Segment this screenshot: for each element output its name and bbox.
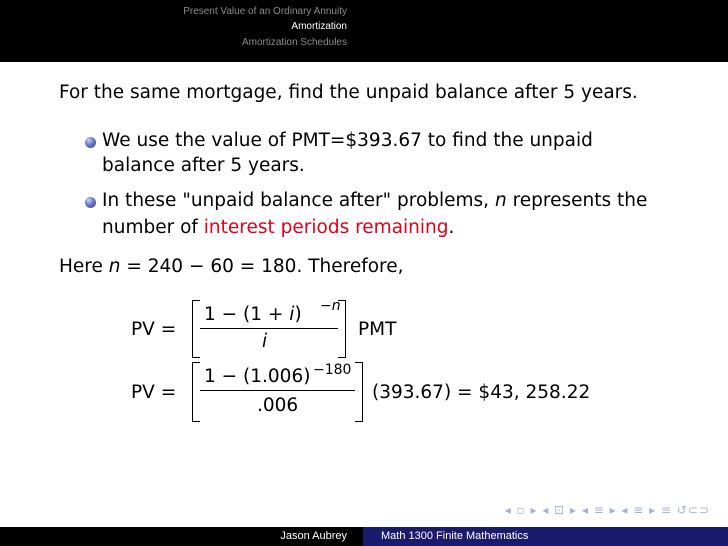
formula-denominator [262,331,267,353]
text: In these "unpaid balance after" problems, [102,190,495,211]
beamer-navigation-icons[interactable]: ◂ ▫ ▸ ◂ ⊡ ▸ ◂ ≡ ▸ ◂ ≡ ▸ ≡ ↺⊂⊃ [504,503,710,517]
formula-numerator: 1 − (1.006) [204,366,311,387]
left-bracket [192,362,200,422]
variable-n: n [331,298,341,314]
section-navigation [0,0,363,62]
right-bracket [355,362,363,422]
formula-exponent: −180 [313,362,352,378]
variable-i: i [262,331,268,352]
text: − [320,298,332,314]
bullet-1-line-2: balance after 5 years. [102,155,305,176]
here-line [59,256,404,278]
nav-subsection[interactable]: Amortization [291,21,347,32]
bullet-1-line-1: We use the value of PMT=$393.67 to find the unpaid [102,130,593,151]
bullet-2-line-2 [102,217,454,239]
text: Therefore, [302,256,404,277]
bullet-icon [85,197,96,208]
footer-author-box [0,527,363,546]
text: 1 − (1 + [204,304,290,325]
slide-footer [0,527,728,546]
nav-subsubsection[interactable]: Amortization Schedules [241,37,347,48]
text: number of [102,217,204,238]
variable-i: i [289,304,295,325]
formula-denominator: .006 [257,395,299,416]
footer-author: Jason Aubrey [280,530,347,542]
text: Here [59,256,109,277]
bullet-icon [85,137,96,148]
bullet-2-line-1 [102,190,647,212]
fraction-bar [200,328,338,329]
equation: = 240 − 60 = 180. [120,256,303,277]
formula-lhs: PV = [131,319,177,340]
formula-numerator [204,304,302,326]
variable-n: n [108,256,121,277]
footer-course-box [363,527,728,546]
footer-course: Math 1300 Finite Mathematics [381,530,529,542]
fraction-bar [200,390,355,391]
slide-header [0,0,728,62]
left-bracket [192,300,200,358]
formula-lhs: PV = [131,382,177,403]
text: . [448,217,455,238]
text: ) [294,304,302,325]
right-bracket [338,300,346,358]
slide-title: For the same mortgage, find the unpaid balance after 5 years. [59,82,638,103]
formula-result: (393.67) = $43, 258.22 [372,382,591,403]
highlight-text: interest periods remaining [203,217,449,238]
formula-factor: PMT [358,319,397,340]
nav-section[interactable]: Present Value of an Ordinary Annuity [183,6,347,17]
text: represents the [506,190,648,211]
variable-n: n [494,190,507,211]
